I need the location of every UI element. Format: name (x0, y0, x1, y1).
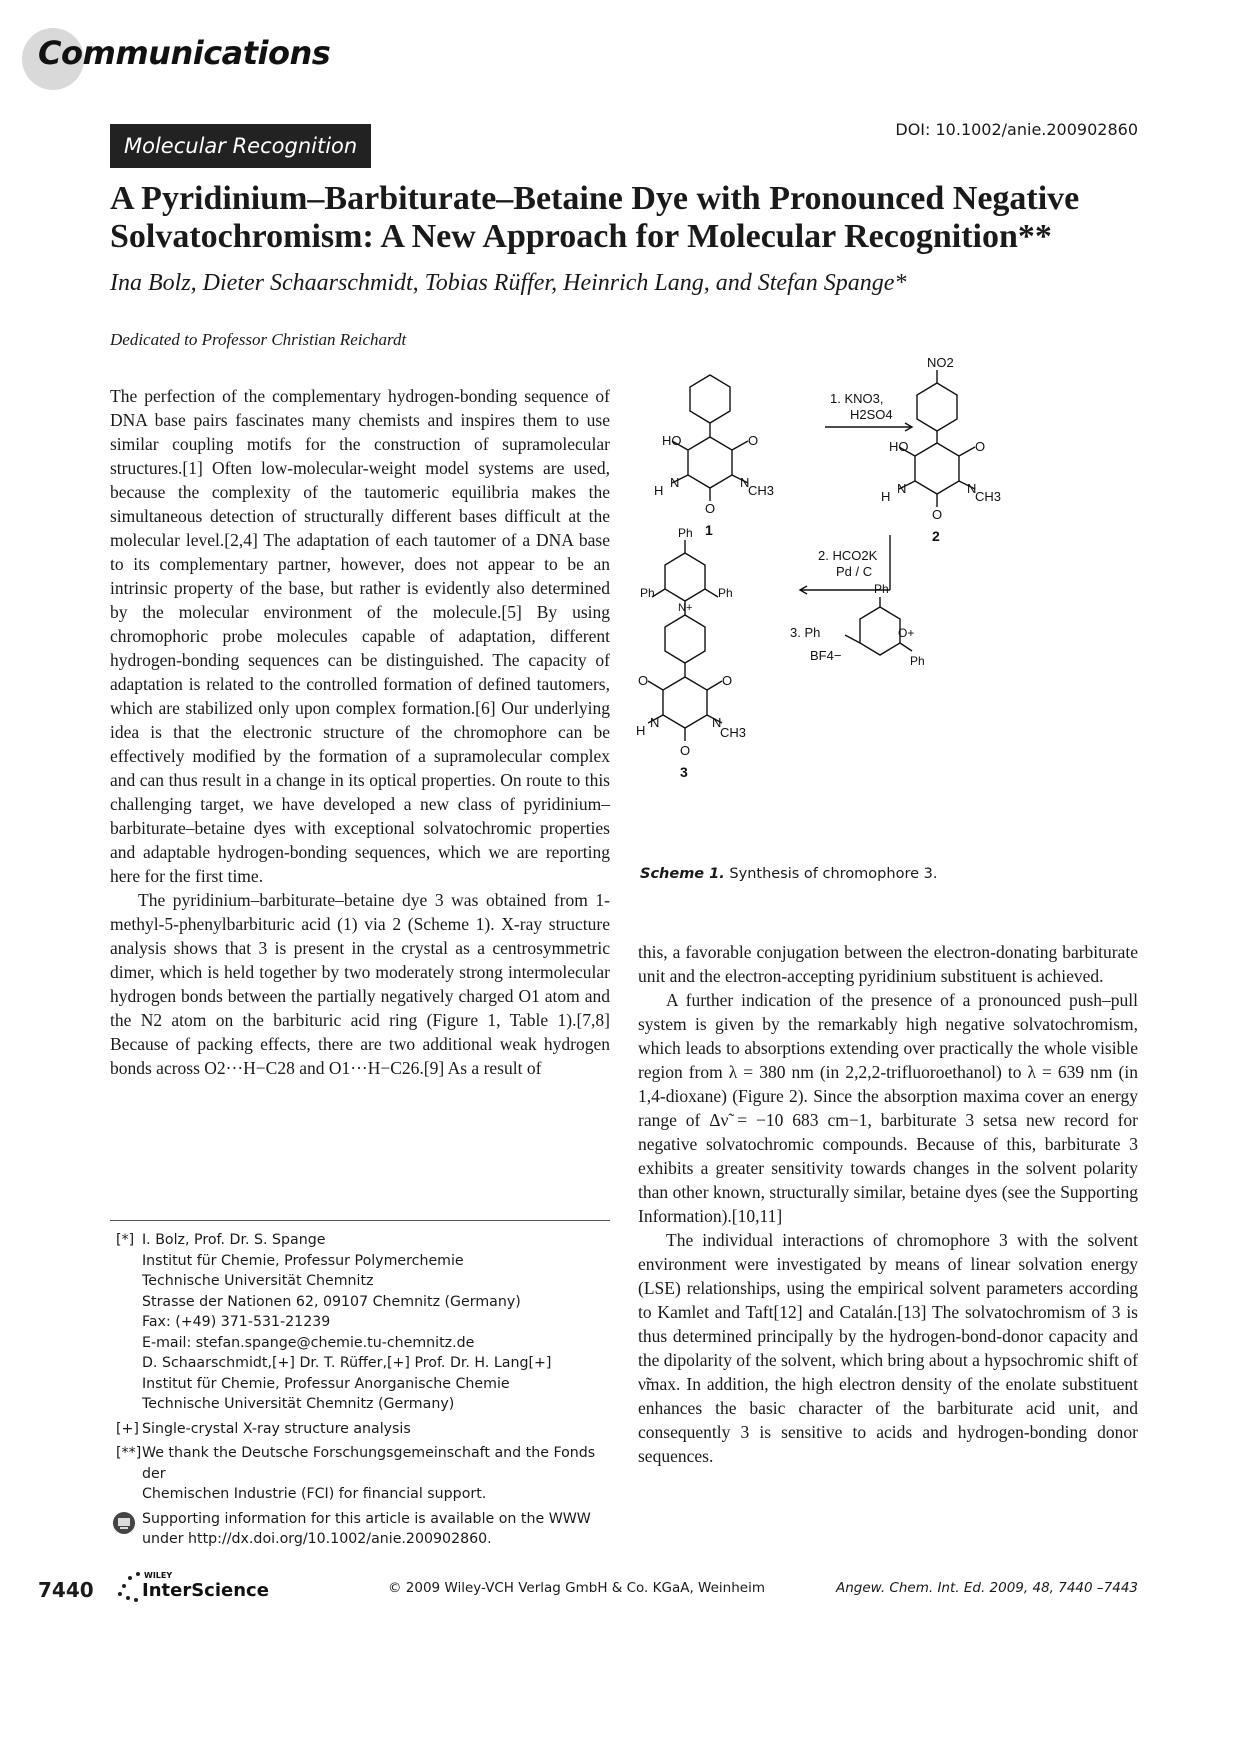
footnote-xray (110, 1419, 620, 1440)
atom-label: O (748, 433, 759, 448)
section-label: Communications (38, 34, 331, 72)
body-paragraph: The perfection of the complementary hydrogen-bonding sequence of DNA base pairs fascinates many chemists and inspires them to use similar coupling motifs for the construction of supramolecular structures.[1] Often low-molecular-weight model systems are used, because the complexity of the tautomeric equilibria makes the simultaneous detection of structurally different bases difficult at the molecular level.[2,4] The adaptation of each tautomer of a DNA base to its complementary partner, however, does not appear to be an intrinsic property of the base, but rather is evidently also determined by the molecular environment of the molecule.[5] By using chromophoric probe molecules capable of adaptation, different hydrogen-bonding sequences can be distinguished. The capacity of adaptation is related to the controlled formation of defined tautomers, which are stabilized only upon complex formation.[6] Our underlying idea is that the electronic structure of the chromophore can be effectively modified by the formation of a supramolecular complex and can thus result in a change in its optical properties. On route to this challenging target, we have developed a new class of pyridinium–barbiturate–betaine dyes with exceptional solvatochromic properties and adaptable hydrogen-bonding sequences, which we are reporting here for the first time. (110, 386, 610, 886)
scheme-caption-label: Scheme 1. (640, 866, 725, 882)
footnote-mark: [+] (116, 1420, 139, 1437)
atom-label: Ph (640, 586, 655, 600)
computer-disk-icon (112, 1511, 136, 1535)
footnote-line: Single-crystal X-ray structure analysis (142, 1420, 411, 1437)
footnote-email[interactable]: E-mail: stefan.spange@chemie.tu-chemnitz.de (142, 1334, 475, 1351)
atom-label: H (881, 489, 891, 504)
atom-label: Ph (910, 654, 925, 668)
atom-label: N (712, 715, 722, 730)
journal-citation: Angew. Chem. Int. Ed. 2009, 48, 7440 –7443 (836, 1580, 1138, 1596)
atom-label: NO2 (927, 355, 954, 370)
footnote-line: Institut für Chemie, Professur Anorganische Chemie (142, 1375, 510, 1392)
atom-label: Ph (718, 586, 733, 600)
footnote-line: Strasse der Nationen 62, 09107 Chemnitz (Germany) (142, 1293, 521, 1310)
svg-text:WILEY: WILEY (144, 1571, 173, 1580)
compound-2-nitrophenyl-ring (917, 383, 957, 431)
footnote-line: Technische Universität Chemnitz (142, 1273, 374, 1289)
atom-label: O (705, 501, 716, 516)
doi-label[interactable]: DOI: 10.1002/anie.200902860 (895, 120, 1138, 139)
footnote-mark: [**] (116, 1445, 142, 1461)
footnote-mark: [*] (116, 1232, 135, 1248)
footnote-line: Chemischen Industrie (FCI) for financial support. (142, 1486, 487, 1502)
body-paragraph: this, a favorable conjugation between the electron-donating barbiturate unit and the electron-accepting pyridinium substituent is achieved. (638, 942, 1138, 986)
footnote-line: We thank the Deutsche Forschungsgemeinschaft and the Fonds der (142, 1445, 596, 1482)
atom-label: N (650, 715, 660, 730)
atom-label: HO (889, 439, 909, 454)
reagent-label: Pd / C (836, 564, 873, 579)
compound-number: 3 (680, 764, 688, 780)
atom-label: N (740, 475, 750, 490)
footnote-line: Institut für Chemie, Professur Polymerchemie (142, 1252, 464, 1269)
atom-label: CH3 (748, 483, 775, 498)
atom-label: O (722, 673, 733, 688)
compound-number: 2 (932, 528, 940, 544)
atom-label: O (932, 507, 943, 522)
atom-label: O (975, 439, 986, 454)
atom-label: N (967, 481, 977, 496)
scheme-caption-text: Synthesis of chromophore 3. (729, 866, 938, 882)
footnote-divider (110, 1220, 610, 1221)
reagent-label: 1. KNO3, (830, 391, 884, 406)
atom-label: O (638, 673, 649, 688)
atom-label: O+ (898, 626, 915, 640)
publisher-logo (108, 1560, 298, 1610)
footnote-acknowledgment (110, 1443, 620, 1505)
supporting-info-link[interactable]: under http://dx.doi.org/10.1002/anie.200902860. (142, 1531, 492, 1547)
atom-label: CH3 (720, 725, 747, 740)
title-line-1: A Pyridinium–Barbiturate–Betaine Dye with Pronounced Negative (110, 180, 1080, 217)
body-paragraph: The pyridinium–barbiturate–betaine dye 3 was obtained from 1-methyl-5-phenylbarbituric acid (1) via 2 (Scheme 1). X-ray structure analysis shows that 3 is present in the crystal as a centrosymmetric dimer, which is held together by two moderately strong intermolecular hydrogen bonds between the partially negatively charged O1 atom and the N2 atom on the barbituric acid ring (Figure 1, Table 1).[7,8] Because of packing effects, there are two additional weak hydrogen bonds across O2···H−C28 and O1···H−C26.[9] As a result of (110, 890, 610, 1078)
atom-label: N (670, 475, 680, 490)
atom-label: HO (662, 433, 682, 448)
page-number: 7440 (38, 1578, 94, 1602)
atom-label: N (897, 481, 907, 496)
category-tag: Molecular Recognition (110, 124, 371, 168)
compound-3-phenylene-ring (665, 615, 705, 663)
footnotes (110, 1230, 620, 1554)
atom-label: N+ (678, 602, 693, 614)
compound-3-pyridinium-ring (665, 553, 705, 601)
dedication: Dedicated to Professor Christian Reichardt (110, 330, 407, 349)
pyrylium-reagent-ring (860, 607, 900, 655)
footnote-line: Supporting information for this article is available on the WWW (142, 1510, 591, 1527)
footnote-line: Technische Universität Chemnitz (Germany) (142, 1396, 455, 1412)
footnote-line: D. Schaarschmidt,[+] Dr. T. Rüffer,[+] Prof. Dr. H. Lang[+] (142, 1355, 552, 1371)
compound-3-barbiturate-ring (663, 677, 707, 728)
title-line-2: Solvatochromism: A New Approach for Molecular Recognition** (110, 218, 1052, 255)
copyright-notice: © 2009 Wiley-VCH Verlag GmbH & Co. KGaA, Weinheim (388, 1580, 765, 1596)
author-list: Ina Bolz, Dieter Schaarschmidt, Tobias Rüffer, Heinrich Lang, and Stefan Spange* (110, 270, 907, 296)
atom-label: Ph (678, 526, 693, 540)
atom-label: H (654, 483, 664, 498)
scheme-caption (640, 866, 937, 882)
body-column-right (638, 940, 1138, 1468)
reagent-label: 2. HCO2K (818, 548, 878, 563)
reagent-label: 3. Ph (790, 625, 821, 640)
footnote-line: I. Bolz, Prof. Dr. S. Spange (142, 1232, 326, 1248)
body-paragraph: A further indication of the presence of a pronounced push–pull system is given by the remarkably high negative solvatochromism, which leads to absorptions extending over practically the whole visible region from λ = 380 nm (in 2,2,2-trifluoroethanol) to λ = 639 nm (in 1,4-dioxane) (Figure 2). Since the absorption maxima cover an energy range of Δν̃ = −10 683 cm−1, barbiturate 3 setsa new record for negative solvatochromic compounds. Because of this, barbiturate 3 exhibits a greater sensitivity towards changes in the solvent polarity than other known, structurally similar, betaine dyes (see the Supporting Information).[10,11] (638, 990, 1138, 1226)
compound-1-phenyl-ring (690, 375, 730, 423)
footnote-supporting-info (110, 1509, 620, 1550)
body-column-left (110, 384, 610, 1080)
reagent-label: BF4− (810, 648, 842, 663)
atom-label: H (636, 723, 646, 738)
synthesis-scheme (636, 355, 1140, 875)
atom-label: CH3 (975, 489, 1002, 504)
footnote-line: Fax: (+49) 371-531-21239 (142, 1314, 331, 1330)
atom-label: Ph (874, 582, 889, 596)
compound-1-barbiturate-ring (688, 437, 732, 488)
compound-2-barbiturate-ring (915, 443, 959, 494)
compound-number: 1 (705, 522, 713, 538)
article-title (110, 180, 1140, 256)
atom-label: O (680, 743, 691, 758)
svg-text:InterScience: InterScience (142, 1580, 269, 1601)
body-paragraph: The individual interactions of chromophore 3 with the solvent environment were investigated by means of linear solvation energy (LSE) relationships, using the empirical solvent parameters according to Kamlet and Taft[12] and Catalán.[13] The solvatochromism of 3 is thus determined principally by the hydrogen-bond-donor capacity and the dipolarity of the solvent, which bring about a hypsochromic shift of ν̃max. In addition, the high electron density of the enolate substituent enhances the basic character of the barbiturate acid unit, and consequently 3 is sensitive to acids and hydrogen-bonding donor sequences. (638, 1230, 1138, 1466)
reagent-label: H2SO4 (850, 407, 893, 422)
footnote-affiliation (110, 1230, 620, 1415)
